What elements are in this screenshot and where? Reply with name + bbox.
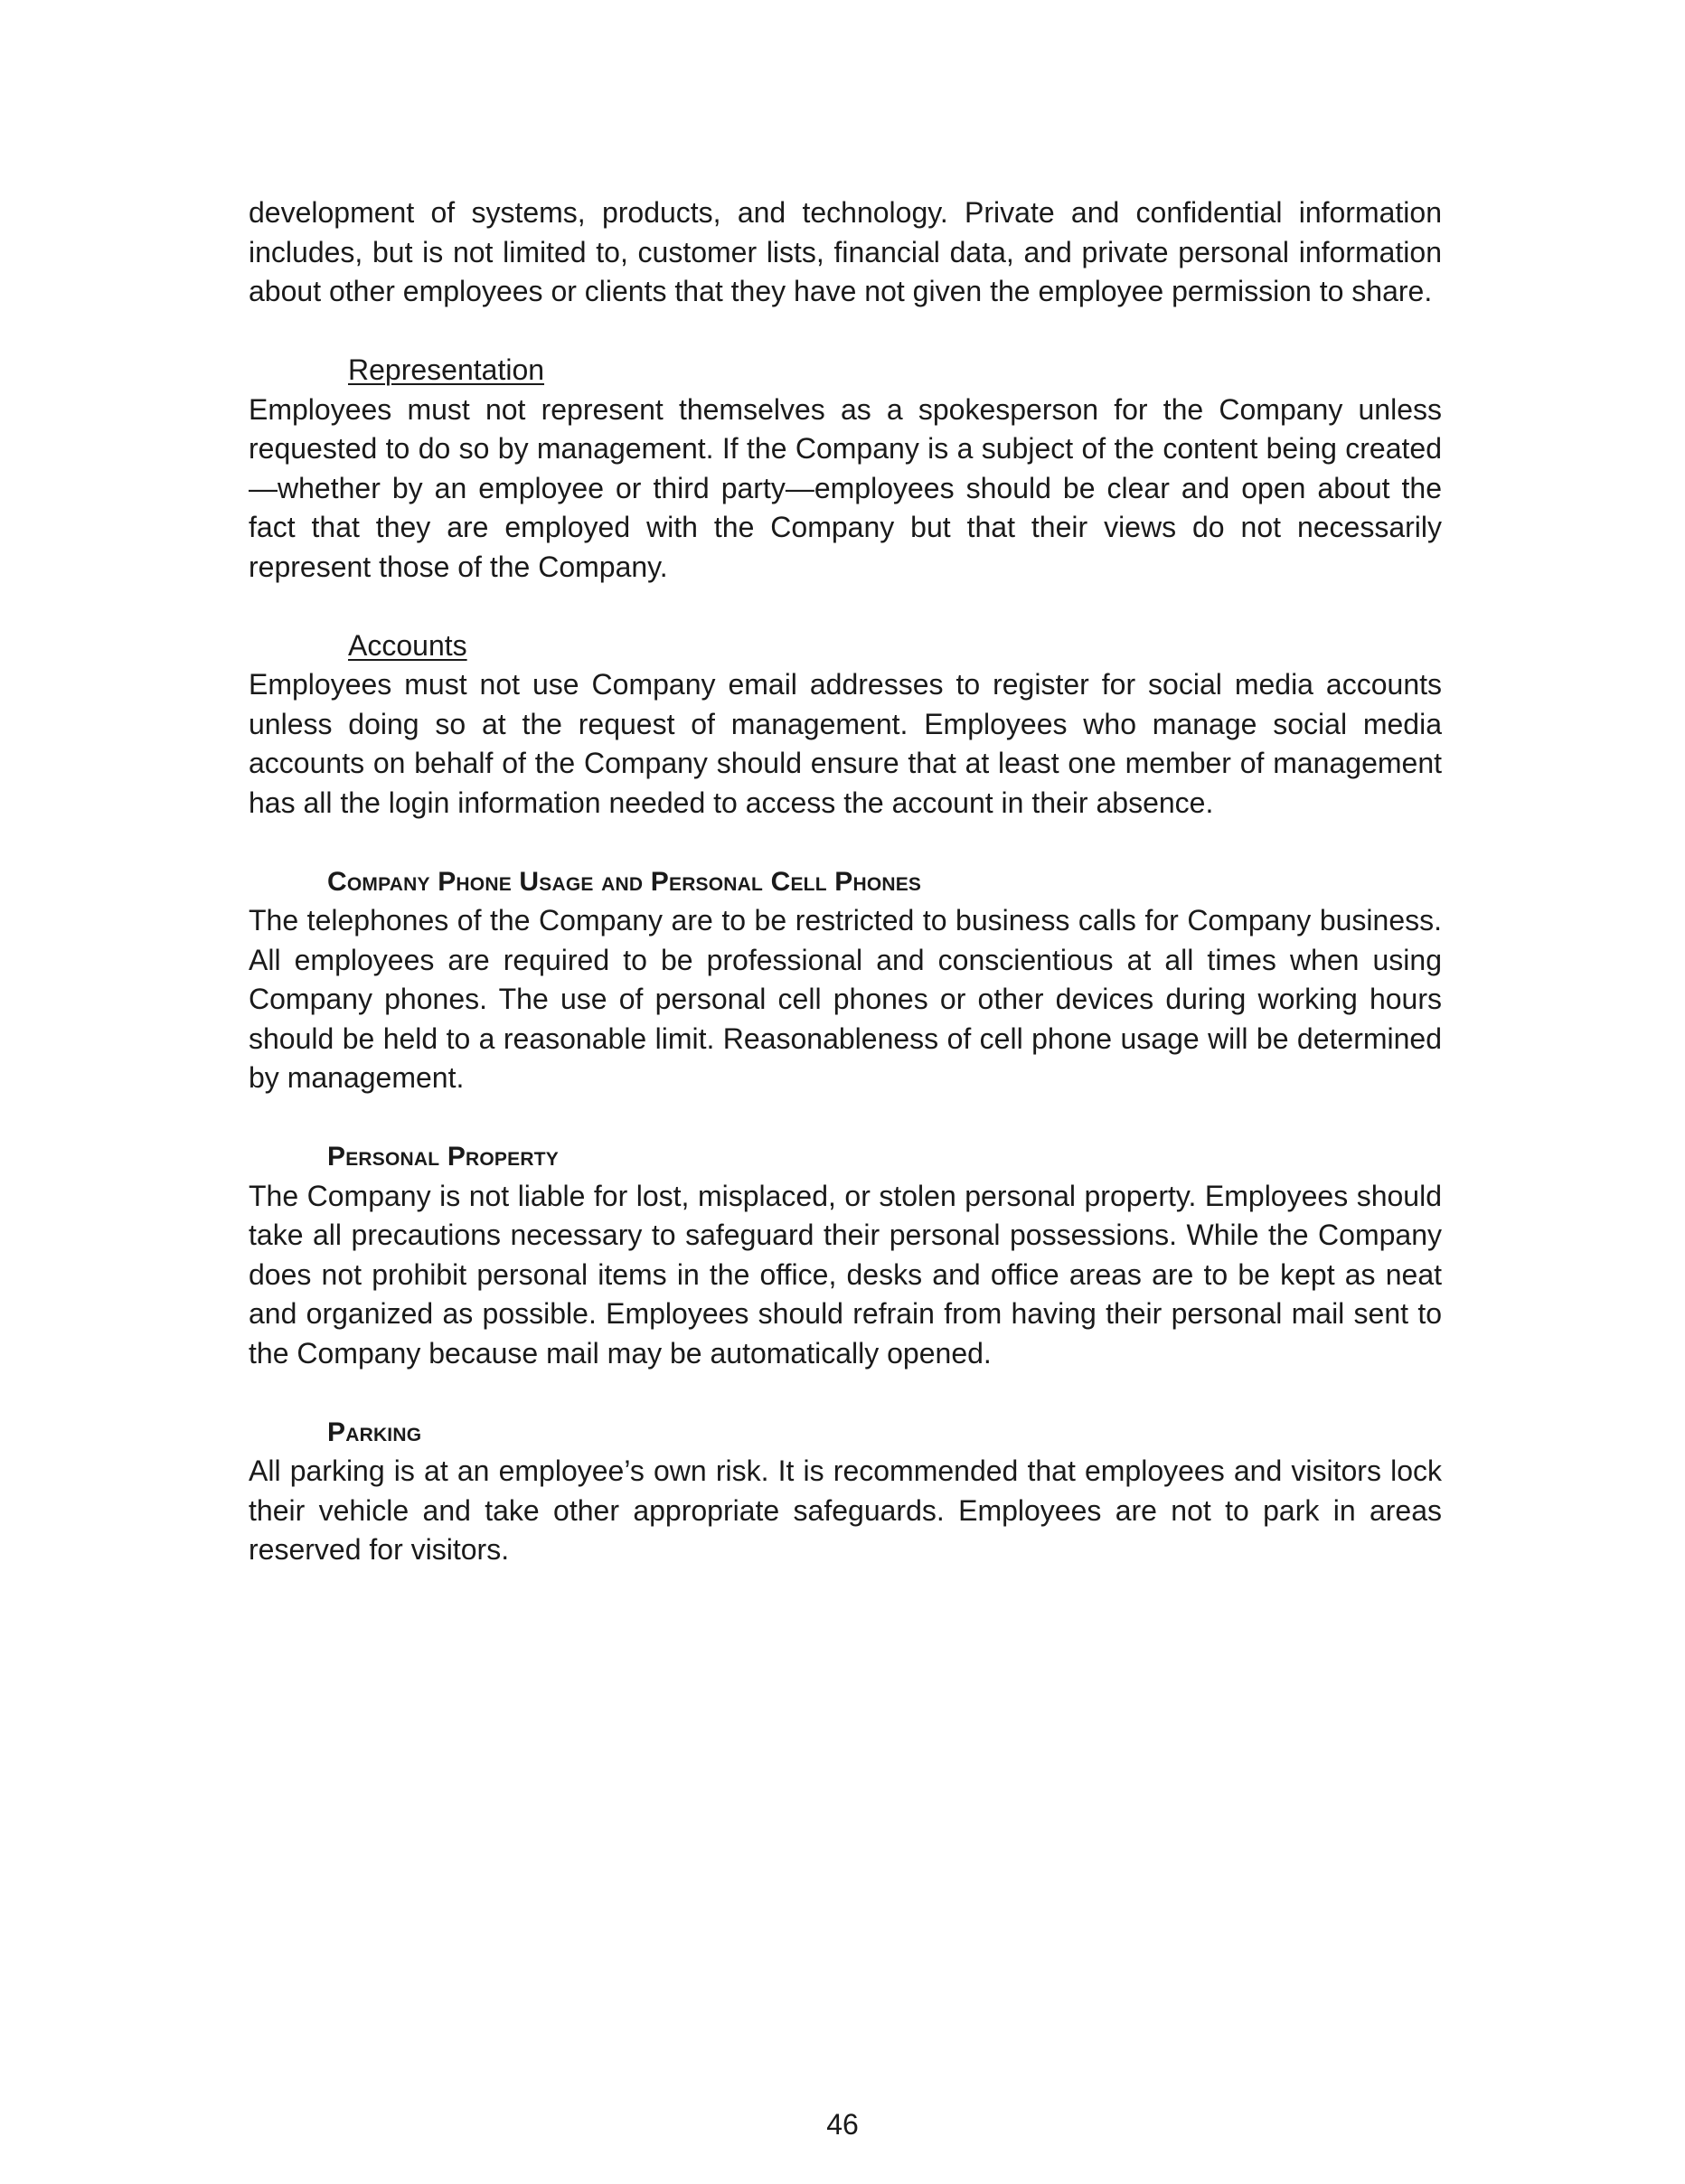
spacer bbox=[249, 587, 1442, 626]
accounts-paragraph: Employees must not use Company email addresses to register for social media accounts unless doing so at the request of management. Employees who manage social media accounts on behalf of the Company should ensure that at least one member of management has all the login information needed to access the account in their absence. bbox=[249, 668, 1442, 819]
spacer bbox=[249, 823, 1442, 862]
parking-paragraph: All parking is at an employee’s own risk. It is recommended that employees and visitors lock their vehicle and take other appropriate safeguards. Employees are not to park in areas reserved for visitors. bbox=[249, 1454, 1442, 1566]
personal-property-paragraph: The Company is not liable for lost, misplaced, or stolen personal property. Employees should take all precautions necessary to safeguard their personal possessions. While the Company does not prohibit personal items in the office, desks and office areas are to be kept as neat and organized as possible. Employees should refrain from having their personal mail sent to the Company because mail may be automatically opened. bbox=[249, 1179, 1442, 1370]
spacer bbox=[249, 1373, 1442, 1413]
representation-paragraph: Employees must not represent themselves as a spokesperson for the Company unless requested to do so by management. If the Company is a subject of the content being created—whether by an employee or third party—employees should be clear and open about the fact that they are employed with the Company but that their views do not necessarily represent those of the Company. bbox=[249, 392, 1442, 583]
spacer bbox=[249, 1098, 1442, 1138]
intro-paragraph: development of systems, products, and technology. Private and confidential information includes, but is not limited to, customer lists, financial data, and private personal information about other employees or clients that they have not given the employee permission to share. bbox=[249, 196, 1442, 307]
phone-usage-heading: Company Phone Usage and Personal Cell Phones bbox=[327, 866, 922, 897]
spacer bbox=[249, 312, 1442, 352]
personal-property-heading: Personal Property bbox=[327, 1142, 559, 1172]
accounts-heading: Accounts bbox=[348, 628, 467, 662]
page-number: 46 bbox=[826, 2108, 859, 2141]
phone-usage-paragraph: The telephones of the Company are to be restricted to business calls for Company business. All employees are required to be professional and conscientious at all times when using Company phones. The use of personal cell phones or other devices during working hours should be held to a reasonable limit. Reasonableness of cell phone usage will be determined by management. bbox=[249, 904, 1442, 1094]
page-content bbox=[249, 193, 1442, 1570]
parking-heading: Parking bbox=[327, 1417, 422, 1447]
representation-heading: Representation bbox=[348, 353, 545, 386]
